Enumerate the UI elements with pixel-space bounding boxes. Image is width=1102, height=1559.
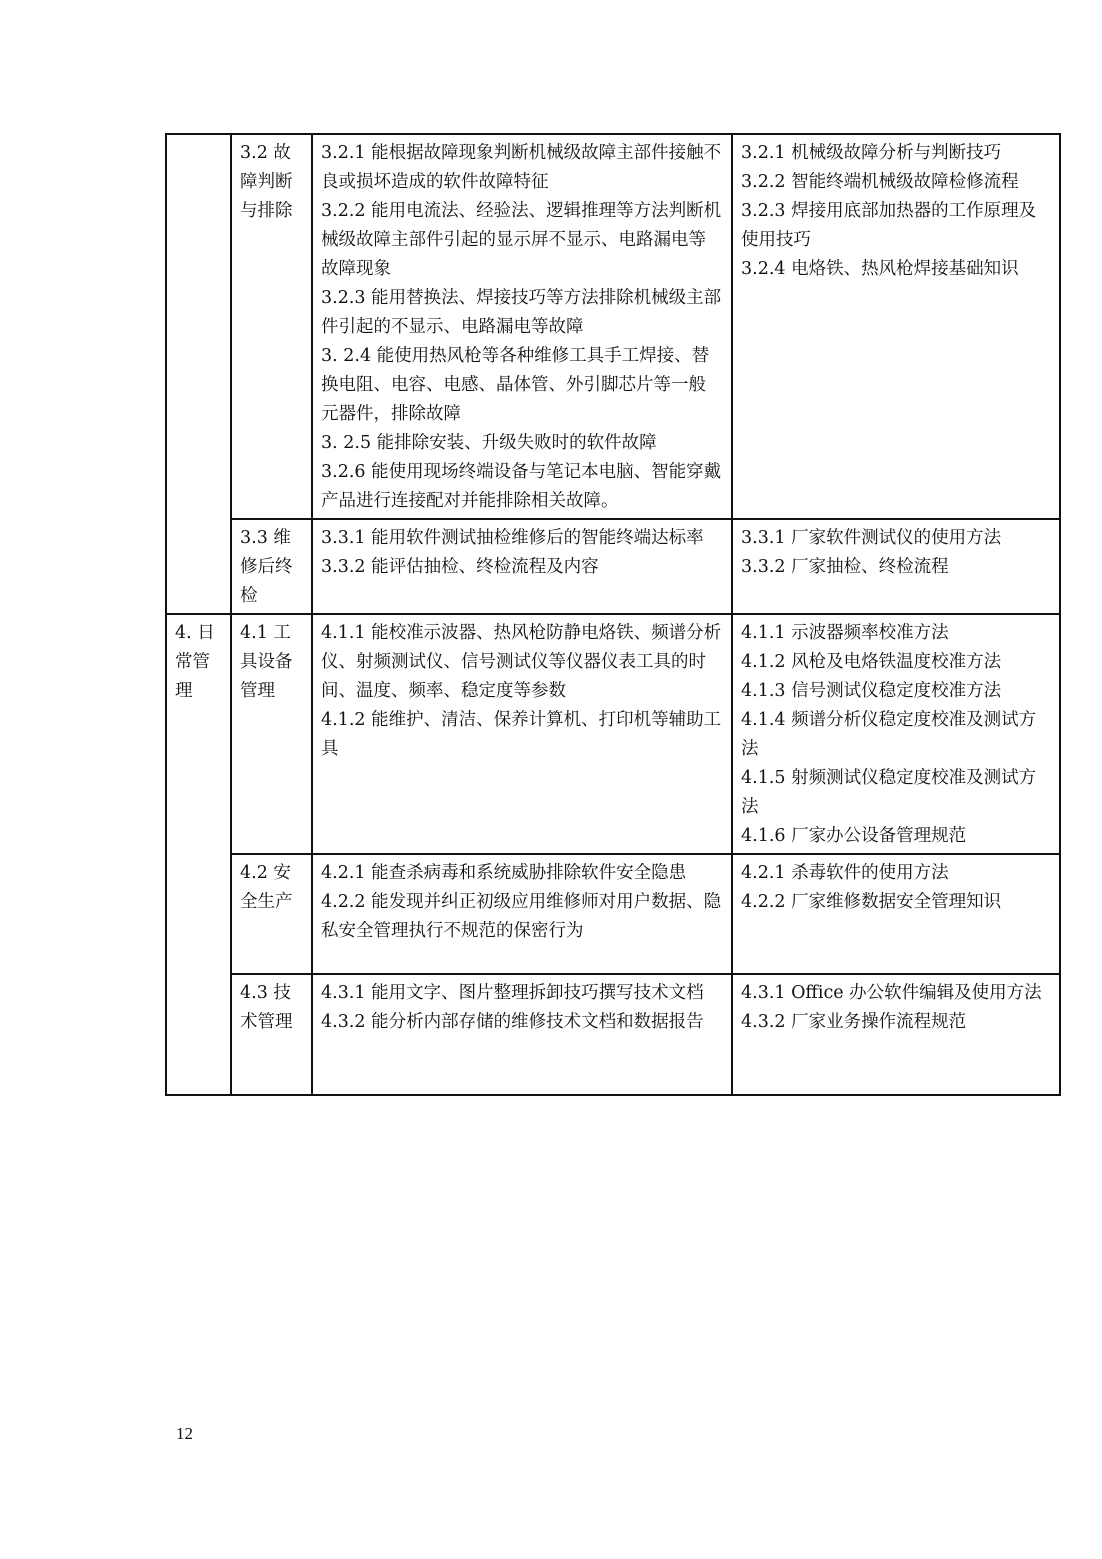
related-knowledge-cell: [732, 614, 1060, 854]
knowledge-item: 3.2.2 智能终端机械级故障检修流程: [741, 172, 1019, 192]
table-row: [166, 854, 1060, 974]
standards-table: [165, 133, 1061, 1096]
skill-requirements-cell: [312, 134, 732, 519]
work-content-cell: 3.2 故障判断与排除: [231, 134, 312, 519]
knowledge-item: 3.3.2 厂家抽检、终检流程: [741, 557, 949, 577]
knowledge-item: 3.2.3 焊接用底部加热器的工作原理及使用技巧: [741, 201, 1037, 250]
skill-requirements-cell: [312, 974, 732, 1095]
skill-requirements-cell: [312, 519, 732, 614]
function-cell: 4. 日常管理: [166, 614, 231, 1095]
skill-item: 3.2.6 能使用现场终端设备与笔记本电脑、智能穿戴产品进行连接配对并能排除相关故障。: [321, 462, 722, 511]
related-knowledge-cell: [732, 134, 1060, 519]
skill-item: 4.1.1 能校准示波器、热风枪防静电烙铁、频谱分析仪、射频测试仪、信号测试仪等仪器仪表工具的时间、温度、频率、稳定度等参数: [321, 623, 722, 701]
work-content-cell: 4.3 技术管理: [231, 974, 312, 1095]
table-row: [166, 974, 1060, 1095]
knowledge-item: 3.2.4 电烙铁、热风枪焊接基础知识: [741, 259, 1019, 279]
skill-item: 3.2.1 能根据故障现象判断机械级故障主部件接触不良或损坏造成的软件故障特征: [321, 143, 722, 192]
skill-item: 3.2.3 能用替换法、焊接技巧等方法排除机械级主部件引起的不显示、电路漏电等故障: [321, 288, 722, 337]
page-number: 12: [176, 1424, 193, 1443]
knowledge-item: 4.3.2 厂家业务操作流程规范: [741, 1012, 967, 1032]
work-content-cell: 4.2 安全生产: [231, 854, 312, 974]
knowledge-item: 3.3.1 厂家软件测试仪的使用方法: [741, 528, 1002, 548]
skill-requirements-cell: [312, 854, 732, 974]
table-row: [166, 614, 1060, 854]
work-content-cell: 3.3 维修后终检: [231, 519, 312, 614]
skill-item: 4.1.2 能维护、清洁、保养计算机、打印机等辅助工具: [321, 710, 722, 759]
knowledge-item: 4.1.4 频谱分析仪稳定度校准及测试方法: [741, 710, 1037, 759]
work-content-cell: 4.1 工具设备管理: [231, 614, 312, 854]
related-knowledge-cell: [732, 519, 1060, 614]
skill-item: 3.3.1 能用软件测试抽检维修后的智能终端达标率: [321, 528, 704, 548]
knowledge-item: 4.2.2 厂家维修数据安全管理知识: [741, 892, 1002, 912]
skill-item: 4.3.1 能用文字、图片整理拆卸技巧撰写技术文档: [321, 983, 704, 1003]
skill-item: 4.3.2 能分析内部存储的维修技术文档和数据报告: [321, 1012, 704, 1032]
knowledge-item: 4.3.1 Office 办公软件编辑及使用方法: [741, 983, 1042, 1003]
skill-item: 3. 2.5 能排除安装、升级失败时的软件故障: [321, 433, 657, 453]
function-cell-continued: [166, 134, 231, 614]
knowledge-item: 4.1.1 示波器频率校准方法: [741, 623, 949, 643]
table-row: [166, 519, 1060, 614]
knowledge-item: 3.2.1 机械级故障分析与判断技巧: [741, 143, 1002, 163]
knowledge-item: 4.2.1 杀毒软件的使用方法: [741, 863, 949, 883]
table-row: [166, 134, 1060, 519]
skill-item: 4.2.2 能发现并纠正初级应用维修师对用户数据、隐私安全管理执行不规范的保密行为: [321, 892, 722, 941]
skill-item: 4.2.1 能查杀病毒和系统威胁排除软件安全隐患: [321, 863, 687, 883]
skill-item: 3. 2.4 能使用热风枪等各种维修工具手工焊接、替换电阻、电容、电感、晶体管、外引脚芯片等一般元器件，排除故障: [321, 346, 710, 424]
knowledge-item: 4.1.5 射频测试仪稳定度校准及测试方法: [741, 768, 1037, 817]
knowledge-item: 4.1.2 风枪及电烙铁温度校准方法: [741, 652, 1002, 672]
related-knowledge-cell: [732, 854, 1060, 974]
related-knowledge-cell: [732, 974, 1060, 1095]
skill-item: 3.3.2 能评估抽检、终检流程及内容: [321, 557, 599, 577]
knowledge-item: 4.1.3 信号测试仪稳定度校准方法: [741, 681, 1002, 701]
skill-item: 3.2.2 能用电流法、经验法、逻辑推理等方法判断机械级故障主部件引起的显示屏不显示、电路漏电等故障现象: [321, 201, 722, 279]
knowledge-item: 4.1.6 厂家办公设备管理规范: [741, 826, 967, 846]
skill-requirements-cell: [312, 614, 732, 854]
